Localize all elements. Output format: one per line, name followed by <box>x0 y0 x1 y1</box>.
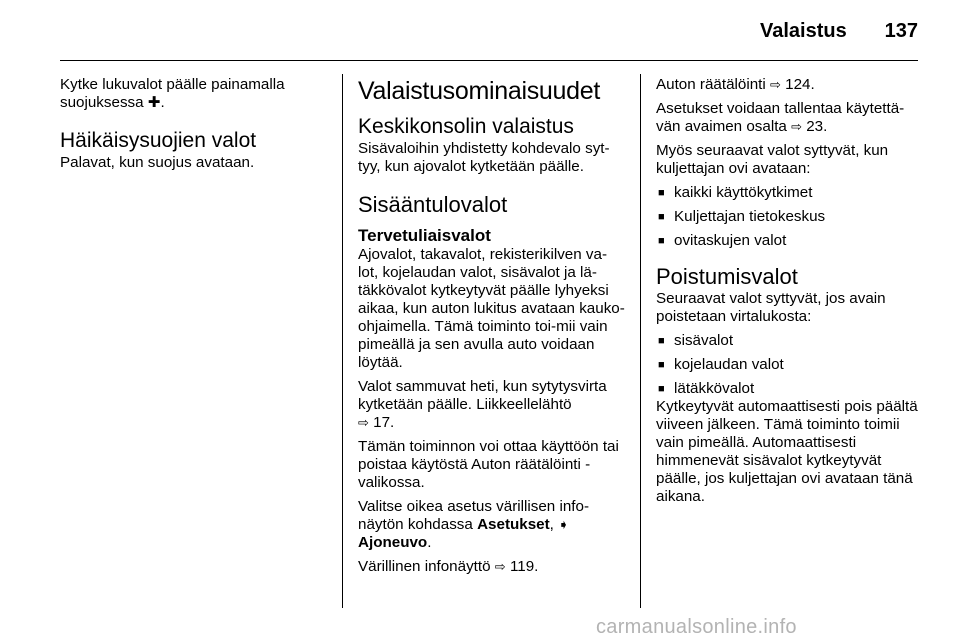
page-reference-arrow-icon: ⇨ <box>494 559 506 574</box>
list-item: ■ lätäkkövalot <box>656 380 924 398</box>
column-2 <box>358 76 626 582</box>
heading-sunvisor-lights: Häikäisysuojien valot <box>60 129 257 152</box>
heading-lighting-features: Valaistusominaisuudet <box>358 77 600 105</box>
column-3 <box>656 76 924 512</box>
paragraph-save-settings: Asetukset voidaan tallentaa käytettä-vän avaimen osalta ⇨ 23. <box>656 100 905 135</box>
plus-cross-icon: ✚ <box>147 94 161 111</box>
paragraph-console: Sisävaloihin yhdistetty kohdevalo syt-tyy, kun ajovalot kytketään päälle. <box>358 140 610 175</box>
watermark-text: carmanualsonline.info <box>596 616 797 638</box>
paragraph-sunvisor: Palavat, kun suojus avataan. <box>60 154 255 171</box>
list-item: ■ ovitaskujen valot <box>656 232 924 250</box>
list-door-lights <box>656 184 924 250</box>
paragraph-lights-off: Valot sammuvat heti, kun sytytysvirta kytketään päälle. Liikkeellelähtö ⇨ 17. <box>358 378 607 431</box>
heading-exit-lighting: Poistumisvalot <box>656 264 798 289</box>
header-divider <box>60 60 918 61</box>
column-1 <box>60 76 328 178</box>
page-reference-arrow-icon: ⇨ <box>358 415 369 430</box>
page-number: 137 <box>884 20 918 42</box>
column-divider-1 <box>342 74 343 608</box>
paragraph-select-setting: Valitse oikea asetus värillisen info-näytön kohdassa Asetukset, ➧ Ajoneuvo. <box>358 498 590 551</box>
list-exit-lights <box>656 332 924 398</box>
paragraph-welcome: Ajovalot, takavalot, rekisterikilven va-lot, kojelaudan valot, sisävalot ja lä-täkkövalot kytkeytyvät päälle lyhyeksi aikaa, kun auton lukitus avataan kauko-ohjaimella. Tämä toiminto toi-mii vain pimeällä ja sen avulla auto voidaan löytää. <box>358 246 625 371</box>
list-item: ■ kaikki käyttökytkimet <box>656 184 924 202</box>
list-item: ■ Kuljettajan tietokeskus <box>656 208 924 226</box>
paragraph-activate: Tämän toiminnon voi ottaa käyttöön tai poistaa käytöstä Auton räätälöinti -valikossa. <box>358 438 619 491</box>
menu-arrow-icon: ➧ <box>558 517 570 532</box>
heading-entry-lighting: Sisääntulovalot <box>358 192 508 217</box>
paragraph-door-open: Myös seuraavat valot syttyvät, kun kuljettajan ovi avataan: <box>656 142 889 177</box>
paragraph-color-display: Värillinen infonäyttö ⇨ 119. <box>358 558 539 575</box>
paragraph-auto-off: Kytkeytyvät automaattisesti pois päältä viiveen jälkeen. Tämä toiminto toimii vain pimeällä. Automaattisesti himmenevät sisävalot kytkeytyvät päälle, jos kuljettajan ovi avataan tänä aikana. <box>656 398 918 505</box>
page-reference-arrow-icon: ⇨ <box>791 119 802 134</box>
heading-console-lighting: Keskikonsolin valaistus <box>358 115 574 138</box>
list-item: ■ kojelaudan valot <box>656 356 924 374</box>
page-reference-arrow-icon: ⇨ <box>770 77 781 92</box>
heading-welcome-lighting: Tervetuliaisvalot <box>358 226 491 245</box>
paragraph-reading-lights: Kytke lukuvalot päälle painamalla suojuksessa ✚. <box>60 76 285 111</box>
page-header-title: Valaistus <box>760 20 847 42</box>
paragraph-customisation-ref: Auton räätälöinti ⇨ 124. <box>656 76 815 93</box>
column-divider-2 <box>640 74 641 608</box>
paragraph-exit: Seuraavat valot syttyvät, jos avain poistetaan virtalukosta: <box>656 290 886 325</box>
list-item: ■ sisävalot <box>656 332 924 350</box>
